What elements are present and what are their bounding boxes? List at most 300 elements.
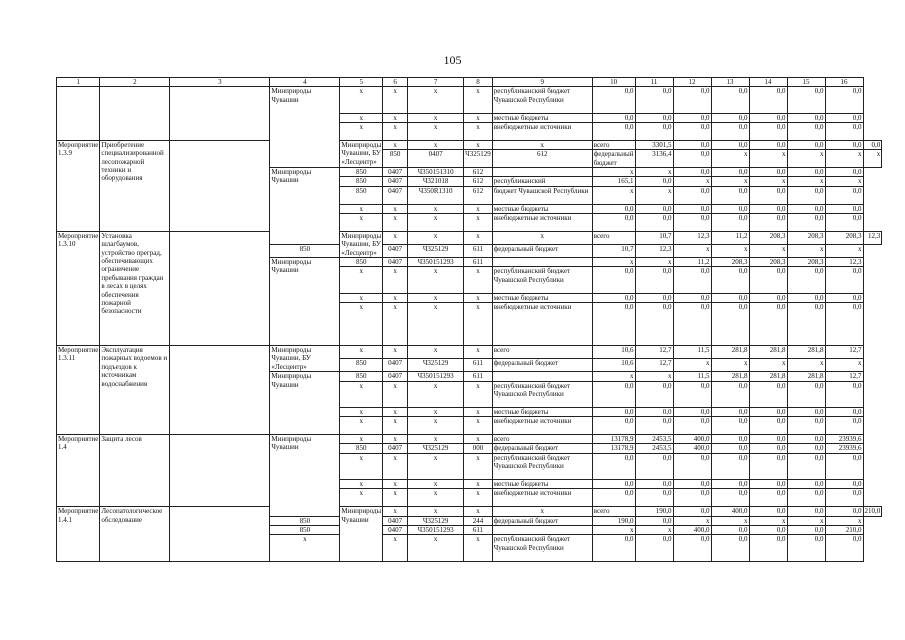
grbs-code: 850 xyxy=(270,526,340,535)
amount-cell: 2453,5 xyxy=(635,435,673,444)
amount-cell: 0,0 xyxy=(711,453,749,479)
amount-cell: 12,3 xyxy=(673,231,711,244)
amount-cell: 0,0 xyxy=(749,123,787,141)
grbs-code: 850 xyxy=(340,186,383,204)
section-code: х xyxy=(383,87,408,113)
target-article-code: х xyxy=(408,267,464,293)
amount-cell: 0,0 xyxy=(749,303,787,346)
amount-cell: 0,0 xyxy=(711,293,749,302)
amount-cell: 0,0 xyxy=(673,113,711,122)
amount-cell: 0,0 xyxy=(825,186,863,204)
section-code: х xyxy=(383,453,408,479)
amount-cell: х xyxy=(825,516,863,525)
expense-type-code: 611 xyxy=(464,372,493,381)
target-article-code: Ч350151293 xyxy=(408,372,464,381)
amount-cell: 0,0 xyxy=(787,453,825,479)
amount-cell: 190,0 xyxy=(592,516,635,525)
amount-cell: 0,0 xyxy=(749,435,787,444)
amount-cell: 0,0 xyxy=(749,140,787,149)
funding-source-cell: местные бюджеты xyxy=(492,113,592,122)
amount-cell: 0,0 xyxy=(787,381,825,407)
amount-cell: 0,0 xyxy=(749,113,787,122)
amount-cell: 0,0 xyxy=(787,140,825,149)
amount-cell: 0,0 xyxy=(749,381,787,407)
expense-type-code: 000 xyxy=(464,444,493,453)
section-code: х xyxy=(383,381,408,407)
grbs-code: х xyxy=(270,535,340,561)
amount-cell: 0,0 xyxy=(749,293,787,302)
amount-cell: 0,0 xyxy=(592,535,635,561)
measure-cell: Мероприятие 1.4 xyxy=(57,435,100,507)
amount-cell: 0,0 xyxy=(787,489,825,507)
amount-cell: 0,0 xyxy=(749,267,787,293)
amount-cell: 0,0 xyxy=(635,267,673,293)
empty-cell xyxy=(170,507,270,561)
target-article-code: х xyxy=(408,214,464,232)
amount-cell: 190,0 xyxy=(635,507,673,516)
target-article-code: Ч321018 xyxy=(408,177,464,186)
amount-cell: 0,0 xyxy=(863,140,882,149)
amount-cell: 0,0 xyxy=(592,267,635,293)
column-number-12: 12 xyxy=(673,78,711,87)
grbs-code: 850 xyxy=(270,244,340,257)
section-code: х xyxy=(383,435,408,444)
executor-cell: Минприроды Чувашии xyxy=(270,372,340,435)
grbs-code: х xyxy=(340,346,383,359)
funding-source-cell: республиканский бюджет Чувашской Республики xyxy=(492,381,592,407)
funding-source-cell: внебюджетные источники xyxy=(492,303,592,346)
amount-cell: х xyxy=(673,516,711,525)
measure-name-cell xyxy=(100,87,170,140)
table-row xyxy=(57,346,882,359)
page-number: 105 xyxy=(443,53,462,67)
empty-cell xyxy=(170,87,270,140)
amount-cell: 400,0 xyxy=(673,444,711,453)
amount-cell: 0,0 xyxy=(635,87,673,113)
amount-cell: 0,0 xyxy=(673,303,711,346)
funding-source-cell xyxy=(492,258,592,267)
section-code: 0407 xyxy=(383,359,408,372)
amount-cell: 12,3 xyxy=(635,244,673,257)
amount-cell: 0,0 xyxy=(673,150,711,168)
amount-cell: х xyxy=(825,244,863,257)
expense-type-code: 612 xyxy=(492,150,592,168)
amount-cell: 400,0 xyxy=(711,507,749,516)
grbs-code: 850 xyxy=(270,516,340,525)
amount-cell: 10,7 xyxy=(635,231,673,244)
funding-source-cell: федеральный бюджет xyxy=(492,516,592,525)
grbs-code: х xyxy=(340,303,383,346)
expense-type-code: х xyxy=(464,417,493,435)
funding-source-cell: федеральный бюджет xyxy=(492,244,592,257)
expense-type-code: х xyxy=(492,231,592,244)
expense-type-code: 611 xyxy=(464,244,493,257)
grbs-code: х xyxy=(340,293,383,302)
expense-type-code: х xyxy=(464,407,493,416)
amount-cell: х xyxy=(635,526,673,535)
amount-cell: 0,0 xyxy=(635,123,673,141)
amount-cell: 0,0 xyxy=(825,293,863,302)
amount-cell: 0,0 xyxy=(787,87,825,113)
amount-cell: 0,0 xyxy=(711,417,749,435)
expense-type-code: 611 xyxy=(464,258,493,267)
amount-cell: 0,0 xyxy=(673,204,711,213)
amount-cell: 3301,5 xyxy=(635,140,673,149)
grbs-code: 850 xyxy=(340,372,383,381)
funding-source-cell: республиканский бюджет Чувашской Республики xyxy=(492,453,592,479)
amount-cell: 0,0 xyxy=(592,87,635,113)
amount-cell: 0,0 xyxy=(635,177,673,186)
column-number-4: 4 xyxy=(270,78,340,87)
amount-cell: 400,0 xyxy=(673,435,711,444)
amount-cell: 208,3 xyxy=(787,231,825,244)
funding-source-cell: федеральный бюджет xyxy=(492,444,592,453)
amount-cell: 0,0 xyxy=(787,267,825,293)
amount-cell: х xyxy=(592,186,635,204)
amount-cell: 0,0 xyxy=(592,407,635,416)
amount-cell: 0,0 xyxy=(673,480,711,489)
amount-cell: 12,7 xyxy=(825,372,863,381)
expense-type-code: х xyxy=(464,453,493,479)
amount-cell: 0,0 xyxy=(749,186,787,204)
section-code: 0407 xyxy=(383,186,408,204)
expense-type-code: х xyxy=(464,87,493,113)
target-article-code: х xyxy=(464,507,493,516)
expense-type-code: 612 xyxy=(464,177,493,186)
amount-cell: 0,0 xyxy=(673,267,711,293)
grbs-code: 850 xyxy=(340,168,383,177)
funding-source-cell: всего xyxy=(492,435,592,444)
target-article-code: х xyxy=(408,480,464,489)
target-article-code: х xyxy=(408,489,464,507)
amount-cell: х xyxy=(673,244,711,257)
amount-cell: 0,0 xyxy=(825,489,863,507)
amount-cell: х xyxy=(787,359,825,372)
amount-cell: 23939,6 xyxy=(825,444,863,453)
amount-cell: 0,0 xyxy=(825,123,863,141)
amount-cell: 0,0 xyxy=(749,489,787,507)
grbs-code: х xyxy=(340,417,383,435)
funding-source-cell: местные бюджеты xyxy=(492,293,592,302)
table-row xyxy=(57,87,882,113)
amount-cell: 0,0 xyxy=(673,407,711,416)
funding-source-cell: республиканский бюджет Чувашской Республики xyxy=(492,267,592,293)
executor-cell: Минприроды Чувашии, БУ «Лесцентр» xyxy=(270,346,340,372)
empty-cell xyxy=(170,231,270,345)
amount-cell: 0,0 xyxy=(635,214,673,232)
target-article-code: х xyxy=(464,231,493,244)
grbs-code: 850 xyxy=(383,150,408,168)
amount-cell: 281,8 xyxy=(749,372,787,381)
amount-cell: 0,0 xyxy=(635,303,673,346)
amount-cell: 3136,4 xyxy=(635,150,673,168)
funding-source-cell: внебюджетные источники xyxy=(492,214,592,232)
column-number-8: 8 xyxy=(464,78,493,87)
amount-cell: 0,0 xyxy=(711,87,749,113)
amount-cell: 0,0 xyxy=(635,516,673,525)
amount-cell: 165,1 xyxy=(592,177,635,186)
measure-cell: Мероприятие 1.3.11 xyxy=(57,346,100,435)
funding-source-cell: всего xyxy=(592,140,635,149)
executor-cell: Минприроды Чувашии, БУ «Лесцентр» xyxy=(341,231,382,257)
amount-cell: 0,0 xyxy=(635,407,673,416)
amount-cell: х xyxy=(825,150,863,168)
section-code: х xyxy=(383,535,408,561)
funding-source-cell: республиканский бюджет Чувашской Республики xyxy=(492,87,592,113)
target-article-code: х xyxy=(464,140,493,149)
amount-cell: 0,0 xyxy=(787,507,825,516)
grbs-code: 850 xyxy=(340,444,383,453)
section-code: 0407 xyxy=(383,244,408,257)
table-row xyxy=(57,507,882,516)
funding-source-cell xyxy=(492,526,592,535)
amount-cell: 0,0 xyxy=(825,453,863,479)
section-code: х xyxy=(383,214,408,232)
section-code: х xyxy=(408,231,464,244)
amount-cell: х xyxy=(592,372,635,381)
grbs-code: х xyxy=(340,381,383,407)
grbs-code: х xyxy=(383,140,408,149)
section-code: 0407 xyxy=(383,258,408,267)
funding-source-cell: всего xyxy=(592,507,635,516)
amount-cell: 0,0 xyxy=(592,303,635,346)
section-code: х xyxy=(383,293,408,302)
grbs-code: х xyxy=(340,407,383,416)
amount-cell: 0,0 xyxy=(825,480,863,489)
table-row xyxy=(57,231,882,244)
measure-cell: Мероприятие 1.3.9 xyxy=(57,140,100,231)
target-article-code: х xyxy=(408,453,464,479)
amount-cell: 0,0 xyxy=(592,293,635,302)
expense-type-code: 611 xyxy=(464,359,493,372)
amount-cell: х xyxy=(825,359,863,372)
target-article-code: х xyxy=(408,87,464,113)
target-article-code: х xyxy=(408,204,464,213)
amount-cell: 0,0 xyxy=(635,535,673,561)
empty-cell xyxy=(170,435,270,507)
amount-cell: 11,5 xyxy=(673,346,711,359)
funding-source-cell: республиканский бюджет Чувашской Республики xyxy=(492,535,592,561)
funding-source-cell: внебюджетные источники xyxy=(492,489,592,507)
amount-cell: 11,5 xyxy=(673,372,711,381)
measure-name-cell: Приобретение специализированной лесопожарной техники и оборудования xyxy=(100,140,170,231)
amount-cell: 208,3 xyxy=(787,258,825,267)
amount-cell: 11,2 xyxy=(673,258,711,267)
amount-cell: 0,0 xyxy=(787,444,825,453)
section-code: х xyxy=(383,489,408,507)
amount-cell: 0,0 xyxy=(592,214,635,232)
section-code: 0407 xyxy=(408,150,464,168)
column-number-7: 7 xyxy=(408,78,464,87)
amount-cell: 0,0 xyxy=(787,526,825,535)
amount-cell: 0,0 xyxy=(825,214,863,232)
measure-name-cell: Эксплуатация пожарных водоемов и подъездов к источникам водоснабжения xyxy=(100,346,170,435)
column-number-5: 5 xyxy=(340,78,383,87)
amount-cell: 0,0 xyxy=(635,293,673,302)
amount-cell: 0,0 xyxy=(635,417,673,435)
amount-cell: 0,0 xyxy=(787,204,825,213)
amount-cell: 2453,5 xyxy=(635,444,673,453)
expense-type-code: х xyxy=(492,507,592,516)
executor-cell: Минприроды Чувашии xyxy=(270,168,340,245)
target-article-code: Ч325129 xyxy=(408,244,464,257)
funding-source-cell: федеральный бюджет xyxy=(492,359,592,372)
amount-cell: 0,0 xyxy=(635,381,673,407)
section-code: х xyxy=(383,113,408,122)
amount-cell: 0,0 xyxy=(673,140,711,149)
amount-cell: 10,6 xyxy=(592,346,635,359)
amount-cell: 0,0 xyxy=(787,480,825,489)
grbs-code: х xyxy=(340,214,383,232)
grbs-code: 850 xyxy=(340,177,383,186)
amount-cell: 0,0 xyxy=(711,444,749,453)
target-article-code: х xyxy=(408,535,464,561)
amount-cell: 12,7 xyxy=(635,359,673,372)
target-article-code: Ч350151293 xyxy=(408,526,464,535)
amount-cell: 0,0 xyxy=(711,303,749,346)
section-code: 0407 xyxy=(383,168,408,177)
column-number-1: 1 xyxy=(57,78,100,87)
budget-table xyxy=(56,77,882,562)
amount-cell: 0,0 xyxy=(787,186,825,204)
measure-name-cell: Лесопатологическое обследование xyxy=(100,507,170,561)
amount-cell: 0,0 xyxy=(711,267,749,293)
expense-type-code: х xyxy=(464,480,493,489)
grbs-code: 850 xyxy=(340,258,383,267)
amount-cell: 12,3 xyxy=(863,231,882,244)
target-article-code: Ч350151310 xyxy=(408,168,464,177)
target-article-code: Ч325129 xyxy=(408,444,464,453)
section-code: 0407 xyxy=(383,516,408,525)
funding-source-cell: федеральный бюджет xyxy=(593,150,634,167)
amount-cell: 0,0 xyxy=(787,303,825,346)
amount-cell: 0,0 xyxy=(749,507,787,516)
amount-cell: 0,0 xyxy=(749,87,787,113)
amount-cell: 0,0 xyxy=(825,267,863,293)
amount-cell: 11,2 xyxy=(711,231,749,244)
amount-cell: 13178,9 xyxy=(592,435,635,444)
amount-cell: 208,3 xyxy=(825,231,863,244)
amount-cell: 0,0 xyxy=(711,214,749,232)
section-code: х xyxy=(408,140,464,149)
amount-cell: 0,0 xyxy=(711,140,749,149)
section-code: х xyxy=(408,507,464,516)
section-code: х xyxy=(383,346,408,359)
section-code: 0407 xyxy=(383,372,408,381)
amount-cell: 0,0 xyxy=(749,480,787,489)
amount-cell: х xyxy=(749,177,787,186)
amount-cell: х xyxy=(749,244,787,257)
amount-cell: 0,0 xyxy=(787,113,825,122)
amount-cell: 0,0 xyxy=(673,453,711,479)
column-number-10: 10 xyxy=(592,78,635,87)
expense-type-code: 612 xyxy=(464,168,493,177)
amount-cell: 210,0 xyxy=(864,507,881,516)
amount-cell: х xyxy=(592,168,635,177)
target-article-code: Ч350R1310 xyxy=(408,186,464,204)
amount-cell: 0,0 xyxy=(592,417,635,435)
expense-type-code: х xyxy=(464,204,493,213)
amount-cell: х xyxy=(749,150,787,168)
amount-cell: 0,0 xyxy=(711,407,749,416)
target-article-code: Ч325129 xyxy=(464,150,493,168)
amount-cell: 0,0 xyxy=(749,204,787,213)
header-row xyxy=(57,78,882,87)
expense-type-code: х xyxy=(464,435,493,444)
amount-cell: 10,6 xyxy=(592,359,635,372)
amount-cell: 0,0 xyxy=(825,535,863,561)
amount-cell: 0,0 xyxy=(749,526,787,535)
amount-cell: 0,0 xyxy=(787,417,825,435)
expense-type-code: 611 xyxy=(464,526,493,535)
grbs-code: х xyxy=(340,204,383,213)
column-number-9: 9 xyxy=(492,78,592,87)
funding-source-cell xyxy=(492,168,592,177)
grbs-code: х xyxy=(340,435,383,444)
amount-cell: 0,0 xyxy=(787,407,825,416)
amount-cell: 0,0 xyxy=(635,204,673,213)
amount-cell: 0,0 xyxy=(825,140,863,149)
expense-type-code: х xyxy=(464,113,493,122)
column-number-2: 2 xyxy=(100,78,170,87)
amount-cell: 0,0 xyxy=(825,168,863,177)
executor-cell: Минприроды Чувашии xyxy=(270,435,340,517)
target-article-code: х xyxy=(408,113,464,122)
amount-cell: 281,8 xyxy=(749,346,787,359)
empty-cell xyxy=(170,346,270,435)
grbs-code: х xyxy=(340,480,383,489)
grbs-code: х xyxy=(340,123,383,141)
amount-cell: 281,8 xyxy=(787,372,825,381)
amount-cell: 0,0 xyxy=(673,168,711,177)
amount-cell: х xyxy=(711,177,749,186)
funding-source-cell: местные бюджеты xyxy=(492,407,592,416)
executor-cell: Минприроды Чувашии xyxy=(270,258,340,346)
section-code: 0407 xyxy=(383,177,408,186)
expense-type-code: х xyxy=(464,303,493,346)
amount-cell: 0,0 xyxy=(825,507,863,516)
amount-cell: 0,0 xyxy=(825,204,863,213)
amount-cell: 0,0 xyxy=(635,480,673,489)
target-article-code: Ч325129 xyxy=(408,359,464,372)
amount-cell: 0,0 xyxy=(592,453,635,479)
amount-cell: 0,0 xyxy=(749,444,787,453)
expense-type-code: х xyxy=(464,489,493,507)
amount-cell: 13178,9 xyxy=(592,444,635,453)
amount-cell: 0,0 xyxy=(825,407,863,416)
empty-cell xyxy=(170,140,270,231)
target-article-code: х xyxy=(408,417,464,435)
amount-cell: х xyxy=(673,177,711,186)
expense-type-code: х xyxy=(464,123,493,141)
amount-cell: 0,0 xyxy=(673,417,711,435)
measure-cell: Мероприятие 1.4.1 xyxy=(57,507,100,561)
amount-cell: 0,0 xyxy=(711,168,749,177)
amount-cell: 0,0 xyxy=(592,123,635,141)
amount-cell: 0,0 xyxy=(749,168,787,177)
amount-cell: 0,0 xyxy=(673,123,711,141)
target-article-code: х xyxy=(408,303,464,346)
amount-cell: 281,8 xyxy=(711,346,749,359)
amount-cell: 12,3 xyxy=(825,258,863,267)
target-article-code: х xyxy=(408,435,464,444)
column-number-13: 13 xyxy=(711,78,749,87)
amount-cell: 0,0 xyxy=(825,417,863,435)
amount-cell: 400,0 xyxy=(673,526,711,535)
grbs-code: х xyxy=(383,231,408,244)
funding-source-cell: бюджет Чувашской Республики xyxy=(492,186,592,204)
grbs-code: х xyxy=(340,113,383,122)
